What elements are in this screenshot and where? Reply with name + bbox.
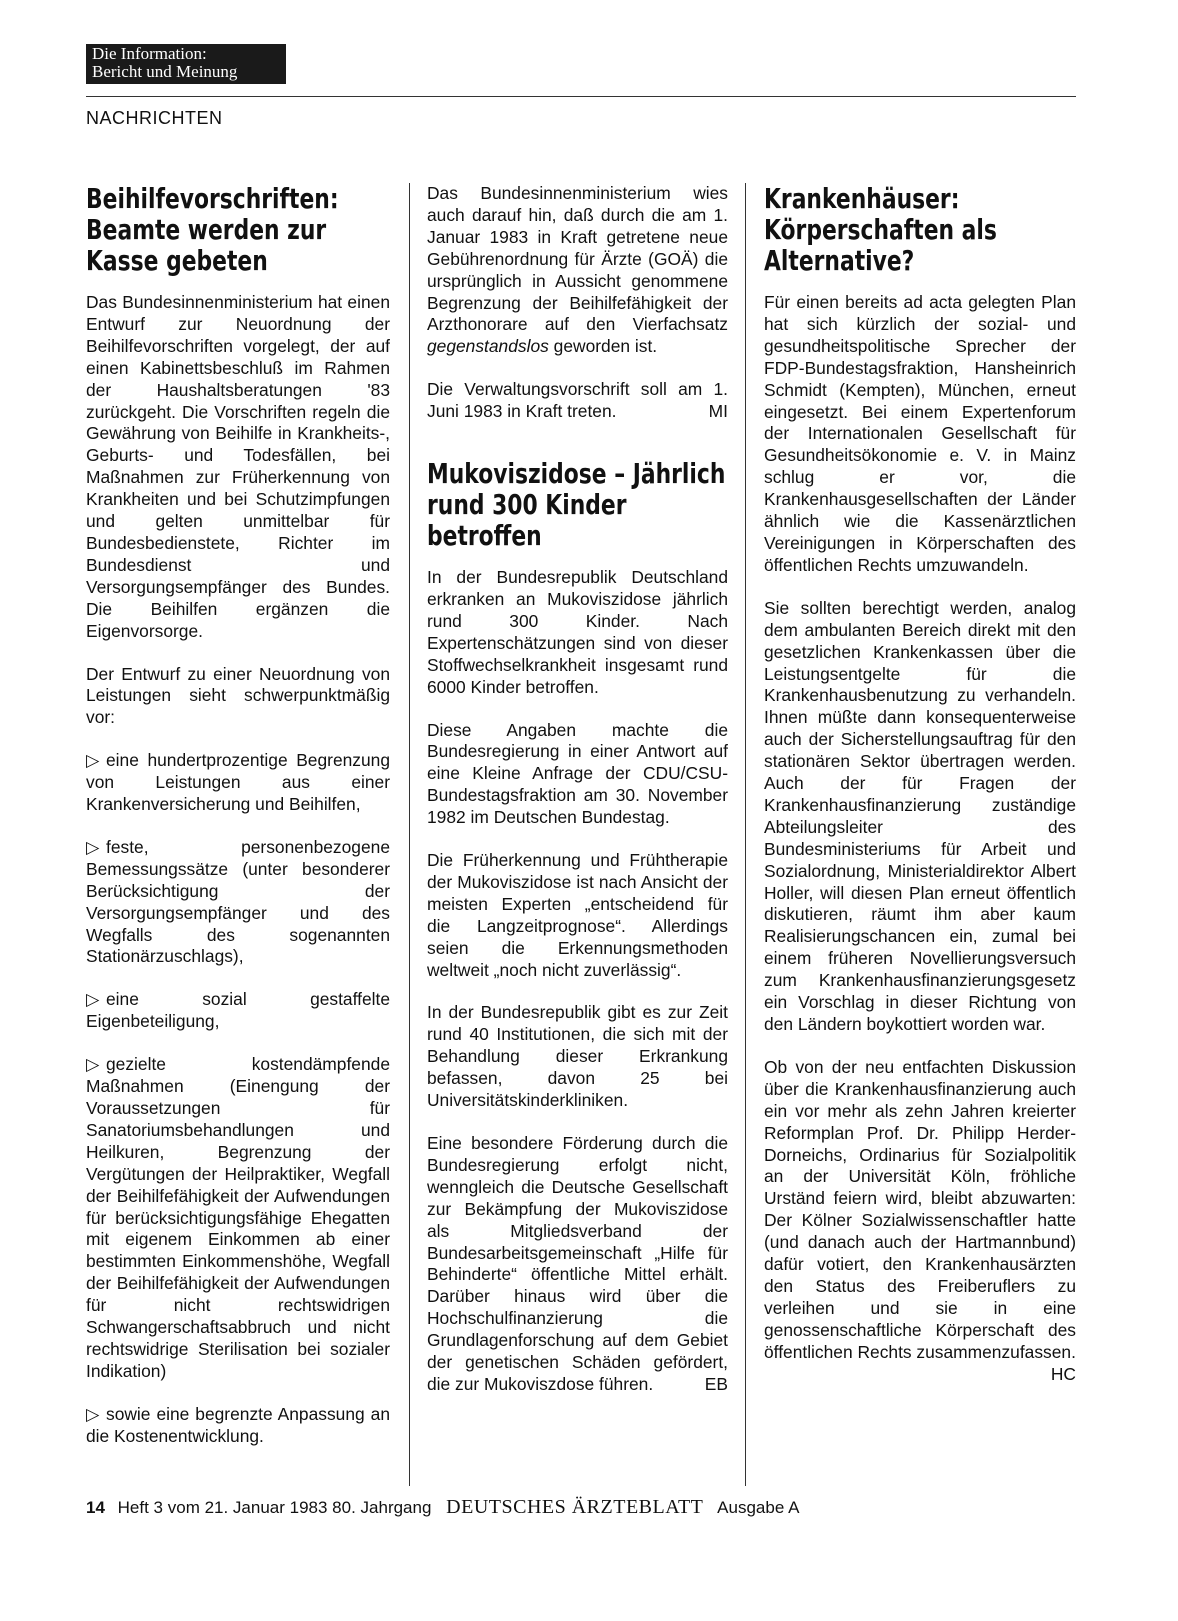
paragraph: In der Bundesrepublik gibt es zur Zeit rund 40 Institutionen, die sich mit der Behandlung dieser Erkrankung befassen, davon 25 bei Universitätskinderkliniken. bbox=[427, 1002, 728, 1111]
section-kicker bbox=[86, 44, 286, 84]
paragraph: Für einen bereits ad acta gelegten Plan hat sich kürzlich der sozial- und gesundheitspolitische Sprecher der FDP-Bundestagsfraktion, Hansheinrich Schmidt (Kempten), München, erneut eingesetzt. Bei einem Expertenforum der Internationalen Gesellschaft für Gesundheitsökonomie e. V. in Mainz schlug er vor, die Krankenhausgesellschaften der Länder ähnlich wie die Kassenärztlichen Vereinigungen in Körperschaften des öffentlichen Rechts umzuwandeln. bbox=[764, 292, 1076, 575]
issue-info: Heft 3 vom 21. Januar 1983 80. Jahrgang bbox=[117, 1498, 432, 1517]
bullet-triangle-icon: ▷ bbox=[86, 750, 100, 771]
column-1 bbox=[86, 183, 390, 1469]
headline-mukoviszidose: Mukoviszidose – Jährlich rund 300 Kinder betroffen bbox=[427, 457, 726, 553]
headline-beihilfe: Beihilfevorschriften: Beamte werden zur Kasse gebeten bbox=[86, 182, 339, 277]
page-footer bbox=[86, 1496, 799, 1519]
bullet-item: ▷ eine hundertprozentige Begrenzung von Leistungen aus einer Krankenversicherung und Beihilfen, bbox=[86, 750, 390, 815]
paragraph: Eine besondere Förderung durch die Bundesregierung erfolgt nicht, wenngleich die Deutsche Gesellschaft zur Bekämpfung der Mukoviszidose als Mitgliedsverband der Bundesarbeitsgemeinschaft „Hilfe für Behinderte“ öffentliche Mittel erhält. Darüber hinaus wird über die Hochschulfinanzierung die Grundlagenforschung auf dem Gebiet der genetischen Schäden gefördert, die zur Mukoviszdose führen. EB bbox=[427, 1133, 728, 1394]
author-signature: EB bbox=[704, 1373, 728, 1394]
column-3 bbox=[764, 183, 1076, 1386]
bullet-item: ▷ gezielte kostendämpfende Maßnahmen (Einengung der Voraussetzungen für Sanatoriumsbehandlungen und Heilkuren, Begrenzung der Vergütungen der Heilpraktiker, Wegfall der Beihilfefähigkeit der Aufwendungen für berücksichtigungsfähige Ehegatten mit eigenem Einkommen ab einer bestimmten Einkommenshöhe, Wegfall der Beihilfefähigkeit der Aufwendungen für nicht rechtswidrigen Schwangerschaftsabbruch und nicht rechtswidrige Sterilisation bei sozialer Indikation) bbox=[86, 1054, 390, 1381]
bullet-triangle-icon: ▷ bbox=[86, 1403, 100, 1424]
bullet-triangle-icon: ▷ bbox=[86, 1054, 100, 1075]
author-signature: MI bbox=[708, 401, 728, 422]
kicker-line-2: Bericht und Meinung bbox=[92, 62, 238, 81]
column-rule-2 bbox=[745, 183, 746, 1486]
column-2 bbox=[427, 183, 728, 1417]
paragraph: Die Früherkennung und Frühtherapie der Mukoviszidose ist nach Ansicht der meisten Experten „entscheidend für die Langzeitprognose“. Allerdings seien die Erkennungsmethoden weltweit „noch nicht zuverlässig“. bbox=[427, 850, 728, 980]
bullet-triangle-icon: ▷ bbox=[86, 989, 100, 1010]
paragraph: Das Bundesinnenministerium wies auch darauf hin, daß durch die am 1. Januar 1983 in Kraft getretene neue Gebührenordnung für Ärzte (GOÄ) die ursprünglich in Aussicht genommene Begrenzung der Beihilfefähigkeit der Arzthonorare auf den Vierfachsatz gegenstandslos geworden ist. bbox=[427, 183, 728, 357]
journal-name: DEUTSCHES ÄRZTEBLATT bbox=[446, 1496, 704, 1518]
bullet-item: ▷ sowie eine begrenzte Anpassung an die Kostenentwicklung. bbox=[86, 1403, 390, 1446]
column-rule-1 bbox=[409, 183, 410, 1486]
page-number: 14 bbox=[86, 1498, 105, 1517]
bullet-item: ▷ feste, personenbezogene Bemessungssätze (unter besonderer Berücksichtigung der Versorgungsempfänger und des Wegfalls des sogenannten Stationärzuschlags), bbox=[86, 836, 390, 967]
edition: Ausgabe A bbox=[717, 1498, 800, 1517]
paragraph: Der Entwurf zu einer Neuordnung von Leistungen sieht schwerpunktmäßig vor: bbox=[86, 663, 390, 728]
bullet-item: ▷ eine sozial gestaffelte Eigenbeteiligung, bbox=[86, 989, 390, 1032]
paragraph: Das Bundesinnenministerium hat einen Entwurf zur Neuordnung der Beihilfevorschriften vorgelegt, der auf einen Kabinettsbeschluß im Rahmen der Haushaltsberatungen '83 zurückgeht. Die Vorschriften regeln die Gewährung von Beihilfe in Krankheits-, Geburts- und Todesfällen, bei Maßnahmen zur Früherkennung von Krankheiten und bei Schutzimpfungen und gelten unmittelbar für Bundesbedienstete, Richter im Bundesdienst und Versorgungsempfänger des Bundes. Die Beihilfen ergänzen die Eigenvorsorge. bbox=[86, 292, 390, 641]
bullet-triangle-icon: ▷ bbox=[86, 836, 100, 857]
paragraph: In der Bundesrepublik Deutschland erkranken an Mukoviszidose jährlich rund 300 Kinder. Nach Expertenschätzungen sind von dieser Stoffwechselkrankheit insgesamt rund 6000 Kinder betroffen. bbox=[427, 567, 728, 697]
kicker-line-1: Die Information: bbox=[92, 44, 207, 63]
paragraph: Ob von der neu entfachten Diskussion über die Krankenhausfinanzierung auch ein vor mehr als zehn Jahren kreierter Reformplan Prof. Dr. Philipp Herder-Dorneichs, Ordinarius für Sozialpolitik an der Universität Köln, fröhliche Urständ feiern wird, bleibt abzuwarten: Der Kölner Sozialwissenschaftler hatte (und danach auch der Hartmannbund) dafür votiert, den Krankenhausärzten den Status des Freiberuflers zu verleihen und sie in eine genossenschaftliche Körperschaft des öffentlichen Rechts zusammenzufassen. HC bbox=[764, 1056, 1076, 1384]
author-signature: HC bbox=[1050, 1363, 1076, 1384]
section-label: NACHRICHTEN bbox=[86, 108, 223, 128]
paragraph: Die Verwaltungsvorschrift soll am 1. Juni 1983 in Kraft treten. MI bbox=[427, 379, 728, 422]
headline-krankenhaeuser: Krankenhäuser: Körperschaften als Alternative? bbox=[764, 182, 997, 277]
paragraph: Sie sollten berechtigt werden, analog dem ambulanten Bereich direkt mit den gesetzlichen Krankenkassen über die Leistungsentgelte für die Krankenhausbenutzung zu verhandeln. Ihnen müßte dann konsequenterweise auch der Sicherstellungsauftrag für den stationären Sektor übertragen werden. Auch der für Fragen der Krankenhausfinanzierung zuständige Abteilungsleiter des Bundesministeriums für Arbeit und Sozialordnung, Ministerialdirektor Albert Holler, will diesen Plan erneut öffentlich diskutieren, räumt ihm aber kaum Realisierungschancen ein, zumal bei einem früheren Novellierungsversuch zum Krankenhausfinanzierungsgesetz ein Vorschlag in dieser Richtung von den Ländern boykottiert worden war. bbox=[764, 597, 1076, 1034]
paragraph: Diese Angaben machte die Bundesregierung in einer Antwort auf eine Kleine Anfrage der CDU/CSU-Bundestagsfraktion am 30. November 1982 im Deutschen Bundestag. bbox=[427, 719, 728, 828]
top-rule bbox=[86, 96, 1076, 97]
